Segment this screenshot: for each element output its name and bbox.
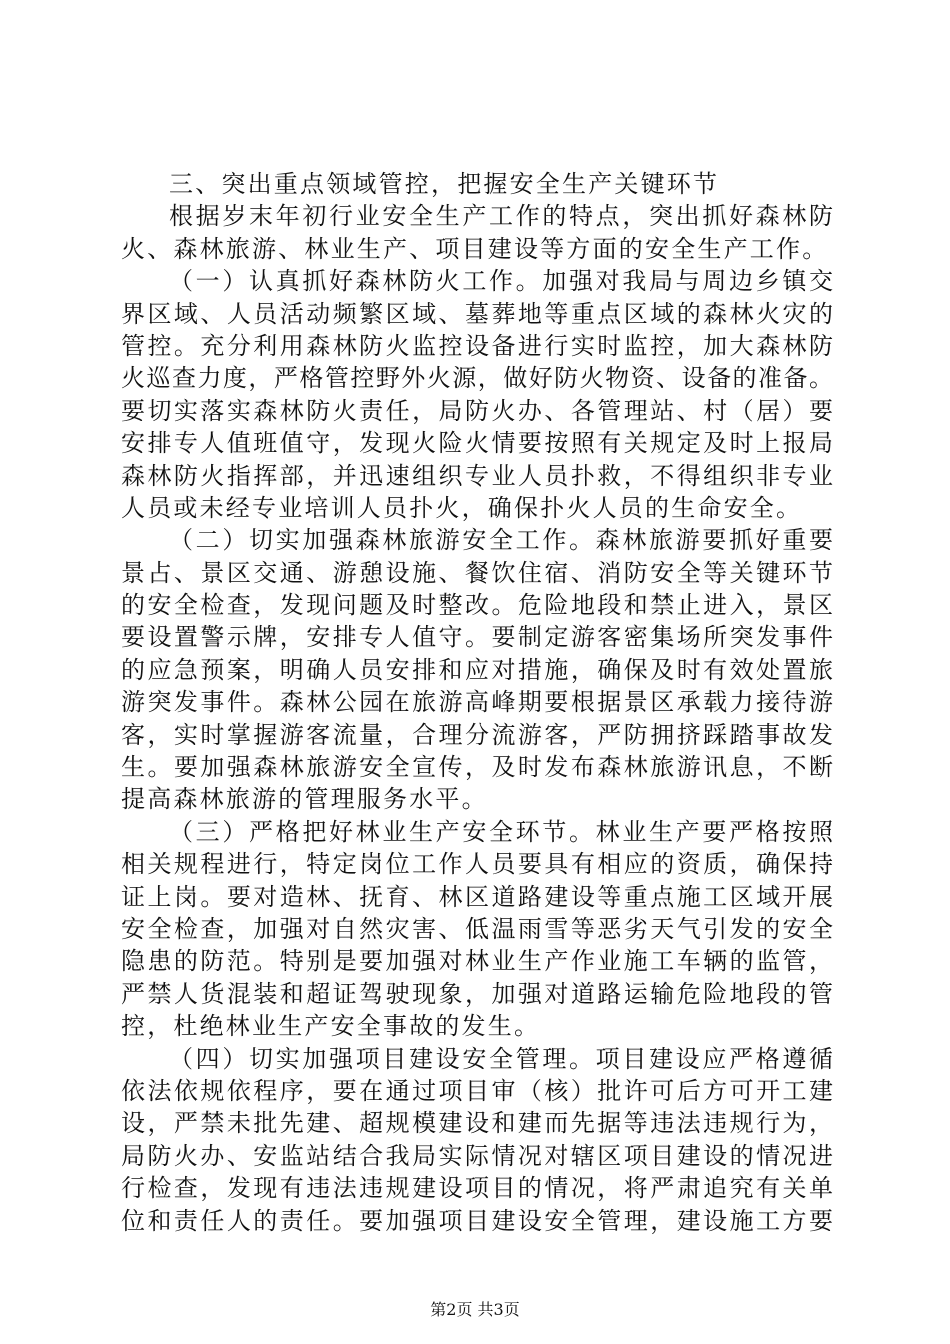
text-line: 局防火办、安监站结合我局实际情况对辖区项目建设的情况进	[121, 1141, 833, 1170]
text-line: 森林防火指挥部，并迅速组织专业人员扑救，不得组织非专业	[121, 461, 833, 490]
text-line: 位和责任人的责任。要加强项目建设安全管理，建设施工方要	[121, 1206, 833, 1235]
text-line: 设，严禁未批先建、超规模建设和建而先据等违法违规行为，	[121, 1109, 833, 1138]
text-line: 证上岗。要对造林、抚育、林区道路建设等重点施工区域开展	[121, 882, 833, 911]
text-line: （四）切实加强项目建设安全管理。项目建设应严格遵循	[169, 1044, 833, 1073]
text-line: 相关规程进行，特定岗位工作人员要具有相应的资质，确保持	[121, 850, 833, 879]
text-line: 行检查，发现有违法违规建设项目的情况，将严肃追究有关单	[121, 1174, 833, 1203]
text-line: 火巡查力度，严格管控野外火源，做好防火物资、设备的准备。	[121, 364, 833, 393]
document-body	[121, 168, 833, 1237]
text-line: 安排专人值班值守，发现火险火情要按照有关规定及时上报局	[121, 429, 833, 458]
text-line: （三）严格把好林业生产安全环节。林业生产要严格按照	[169, 817, 833, 846]
text-line: 依法依规依程序，要在通过项目审（核）批许可后方可开工建	[121, 1076, 833, 1105]
text-line: （二）切实加强森林旅游安全工作。森林旅游要抓好重要	[169, 526, 833, 555]
text-line: 的安全检查，发现问题及时整改。危险地段和禁止进入，景区	[121, 591, 833, 620]
text-line: 客，实时掌握游客流量，合理分流游客，严防拥挤踩踏事故发	[121, 720, 833, 749]
text-line: 根据岁末年初行业安全生产工作的特点，突出抓好森林防	[169, 202, 833, 231]
text-line: 要切实落实森林防火责任，局防火办、各管理站、村（居）要	[121, 396, 833, 425]
text-line: 隐患的防范。特别是要加强对林业生产作业施工车辆的监管，	[121, 947, 833, 976]
text-line: 安全检查，加强对自然灾害、低温雨雪等恶劣天气引发的安全	[121, 914, 833, 943]
text-line: 游突发事件。森林公园在旅游高峰期要根据景区承载力接待游	[121, 688, 833, 717]
text-line: 严禁人货混装和超证驾驶现象，加强对道路运输危险地段的管	[121, 979, 833, 1008]
text-line: 管控。充分利用森林防火监控设备进行实时监控，加大森林防	[121, 331, 833, 360]
text-line: 人员或未经专业培训人员扑火，确保扑火人员的生命安全。	[121, 493, 803, 522]
text-line: 三、突出重点领域管控，把握安全生产关键环节	[169, 170, 720, 198]
text-line: 的应急预案，明确人员安排和应对措施，确保及时有效处置旅	[121, 655, 833, 684]
text-line: 要设置警示牌，安排专人值守。要制定游客密集场所突发事件	[121, 623, 833, 652]
text-line: 景占、景区交通、游憩设施、餐饮住宿、消防安全等关键环节	[121, 558, 833, 587]
text-line: 界区域、人员活动频繁区域、墓葬地等重点区域的森林火灾的	[121, 299, 833, 328]
text-line: 控，杜绝林业生产安全事故的发生。	[121, 1012, 541, 1041]
text-line: 火、森林旅游、林业生产、项目建设等方面的安全生产工作。	[121, 234, 829, 263]
text-line: 提高森林旅游的管理服务水平。	[121, 785, 488, 814]
page-number-footer: 第2页 共3页	[430, 1300, 520, 1319]
text-line: （一）认真抓好森林防火工作。加强对我局与周边乡镇交	[169, 267, 833, 296]
text-line: 生。要加强森林旅游安全宣传，及时发布森林旅游讯息，不断	[121, 753, 833, 782]
